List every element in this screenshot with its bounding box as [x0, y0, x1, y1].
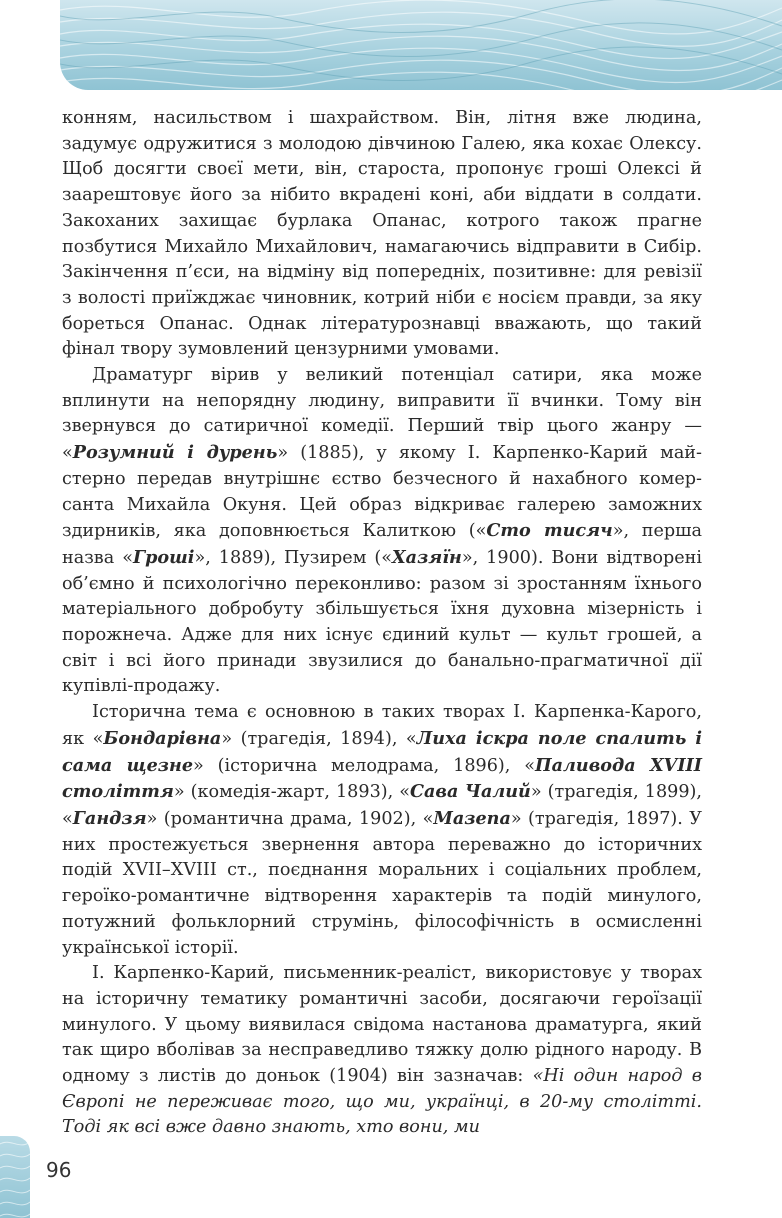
work-title: Сава Чалий — [410, 781, 531, 803]
corner-decoration — [0, 1136, 30, 1218]
text-run: », перша назва « — [62, 521, 702, 568]
wave-pattern — [60, 0, 782, 90]
paragraph-2 — [62, 363, 702, 700]
work-title: Гроші — [132, 546, 195, 568]
wave-pattern — [0, 1136, 30, 1218]
work-title: Паливода XVIII століття — [62, 754, 703, 803]
paragraph-4 — [62, 961, 702, 1141]
text-run: Історична тема є основною в таких творах І. Карпенка-Карого, як « — [62, 702, 702, 749]
header-banner — [60, 0, 782, 90]
work-title: Сто тисяч — [486, 520, 613, 542]
text-run: » (трагедія, 1899), « — [62, 782, 702, 829]
text-run: » (комедія-жарт, 1893), « — [173, 782, 410, 803]
text-run: » (історична мелодрама, 1896), « — [193, 755, 535, 776]
paragraph-3 — [62, 700, 702, 961]
page-body — [62, 106, 702, 1141]
work-title: Гандзя — [72, 807, 147, 829]
text-run: », 1900). Вони відтворені об’ємно й психологічно переконливо: разом зі зростанням їхнього матеріального добробуту збільшується їхня духовна мізерність і порожнеча. Адже для них існує єдиний культ — культ грошей, а світ і всі його принади звузилися до банально-прагматичної дії купівлі-продажу. — [62, 547, 702, 697]
text-run: Драматург вірив у великий потенціал сатири, яка може вплинути на непорядну людину, виправити її вчинки. Тому він звернувся до сатиричної комедії. Перший твір цього жанру — « — [62, 365, 702, 464]
work-title: Хазяїн — [392, 546, 462, 568]
quotation: «Ні один народ в Європі не переживає того, що ми, українці, в 20-му столітті. Тоді як всі вже давно знають, хто вони, ми — [62, 1066, 703, 1138]
text-run: », 1889), Пузирем (« — [194, 547, 393, 568]
text-run: І. Карпенко-Карий, письменник-реаліст, використовує у творах на історичну тематику романтичні засоби, досягаючи героїзації минулого. У цьому виявилася свідома настанова драматурга, який так щиро вболівав за несправедливо тяжку долю рідного народу. В одному з листів до доньок (1904) він зазначав: — [62, 963, 702, 1087]
work-title: Розумний і дурень — [72, 442, 278, 464]
text-run: » (романтична драма, 1902), « — [146, 808, 434, 829]
text-run: » (1885), у якому І. Карпенко-Карий майстерно передав внутрішнє єство безчесного й нахабного комерсанта Михайла Окуня. Цей образ відкриває галерею заможних здирників, яка доповнюється Калиткою (« — [62, 443, 702, 542]
paragraph-1: конням, насильством і шахрайством. Він, літня вже людина, задумує одружитися з молодою дівчиною Галею, яка кохає Олексу. Щоб досягти своєї мети, він, староста, пропонує гроші Олексі й заарештовує його за нібито вкрадені коні, аби віддати в солдати. Закоханих захищає бурлака Опанас, котрого також прагне позбутися Михайло Михайлович, намагаючись відправити в Сибір. Закінчення п’єси, на відміну від попередніх, позитивне: для ревізії з волості приїжджає чиновник, котрий ніби є носієм правди, за яку бореться Опанас. Однак літературознавці вважають, що такий фінал твору зумовлений цензурними умовами. — [62, 108, 702, 360]
page-number: 96 — [46, 1158, 72, 1182]
work-title: Бондарівна — [103, 727, 222, 749]
text-run: » (трагедія, 1897). У них простежується звернення автора переважно до історичних подій XVII–XVIII ст., поєднання моральних і соціальних проблем, героїко-романтичне відтворення характерів та подій минулого, потужний фольклорний струмінь, філософічність в осмисленні української історії. — [62, 808, 702, 958]
work-title: Мазепа — [433, 807, 511, 829]
work-title: Лиха іскра поле спалить і сама щезне — [62, 727, 702, 776]
text-run: » (трагедія, 1894), « — [221, 728, 417, 749]
